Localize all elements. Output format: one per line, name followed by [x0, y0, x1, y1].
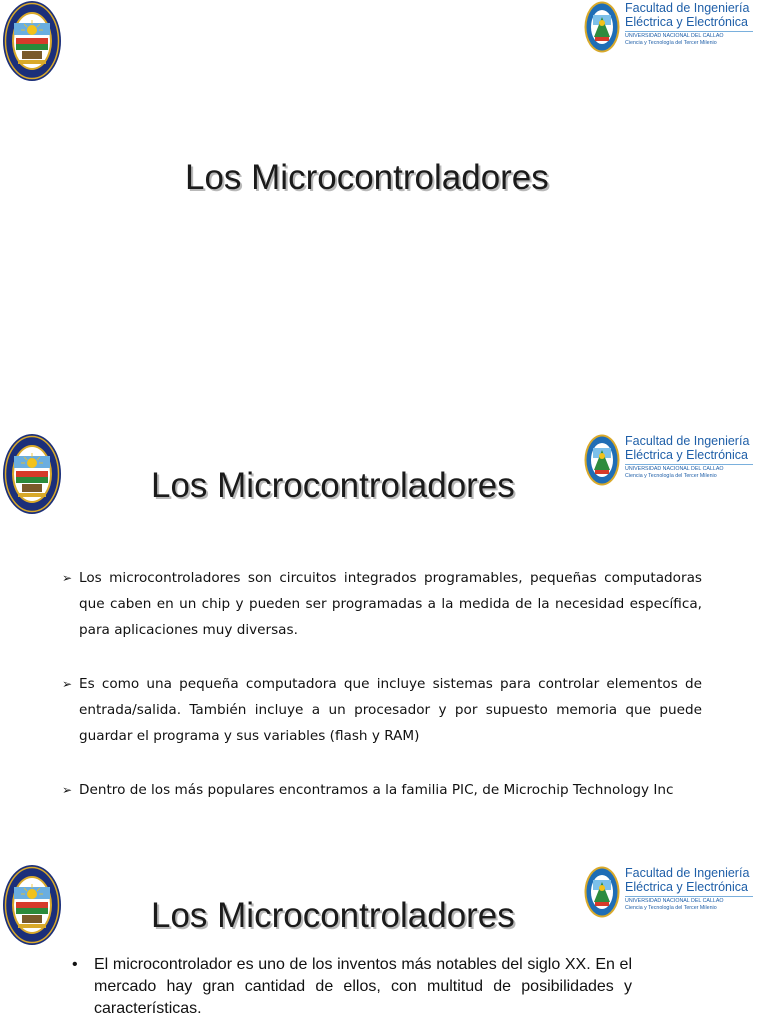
bullet-list [72, 954, 632, 1020]
arrow-bullet-icon: ➢ [62, 571, 73, 585]
slide-title: Los Microcontroladores [151, 466, 515, 505]
faculty-emblem-icon [584, 866, 620, 918]
faculty-logo [584, 434, 764, 488]
bullet-text: El microcontrolador es uno de los inventos más notables del siglo XX. En el mercado hay gran cantidad de ellos, con multitud de posibilidades y características. [94, 956, 632, 1017]
faculty-name-line1: Facultad de Ingeniería [625, 434, 750, 448]
list-item [62, 777, 702, 803]
arrow-bullet-icon: ➢ [62, 677, 73, 691]
slide-title: Los Microcontroladores [185, 158, 549, 197]
faculty-logo [584, 866, 764, 920]
bullet-list [62, 565, 702, 831]
arrow-bullet-icon: ➢ [62, 783, 73, 797]
list-item [72, 954, 632, 1020]
faculty-logo [584, 1, 764, 55]
university-name: UNIVERSIDAD NACIONAL DEL CALLAO [625, 898, 724, 904]
university-seal-icon [2, 0, 62, 82]
faculty-emblem-icon [584, 434, 620, 486]
university-seal-icon [2, 864, 62, 946]
list-item [62, 671, 702, 749]
university-seal-icon [2, 433, 62, 515]
faculty-logo-divider [625, 31, 753, 32]
faculty-name-line1: Facultad de Ingeniería [625, 866, 750, 880]
faculty-name-line2: Eléctrica y Electrónica [625, 880, 748, 894]
university-name: UNIVERSIDAD NACIONAL DEL CALLAO [625, 466, 724, 472]
slide-2 [0, 430, 768, 835]
bullet-text: Dentro de los más populares encontramos a la familia PIC, de Microchip Technology Inc [79, 782, 674, 798]
university-motto: Ciencia y Tecnología del Tercer Milenio [625, 473, 717, 479]
university-name: UNIVERSIDAD NACIONAL DEL CALLAO [625, 33, 724, 39]
faculty-logo-divider [625, 464, 753, 465]
faculty-name-line1: Facultad de Ingeniería [625, 1, 750, 15]
faculty-name-line2: Eléctrica y Electrónica [625, 448, 748, 462]
bullet-text: Los microcontroladores son circuitos integrados programables, pequeñas computadoras que caben en un chip y pueden ser programadas a la medida de la necesidad específica, para aplicaciones muy diversas. [79, 570, 702, 638]
university-motto: Ciencia y Tecnología del Tercer Milenio [625, 40, 717, 46]
slide-1 [0, 0, 768, 420]
faculty-emblem-icon [584, 1, 620, 53]
bullet-text: Es como una pequeña computadora que incluye sistemas para controlar elementos de entrada/salida. También incluye a un procesador y por supuesto memoria que puede guardar el programa y sus variables (flash y RAM) [79, 676, 702, 744]
faculty-logo-divider [625, 896, 753, 897]
list-item [62, 565, 702, 643]
slide-3 [0, 860, 768, 1024]
bullet-dot-icon: • [72, 956, 78, 973]
slide-title: Los Microcontroladores [151, 896, 515, 935]
faculty-name-line2: Eléctrica y Electrónica [625, 15, 748, 29]
university-motto: Ciencia y Tecnología del Tercer Milenio [625, 905, 717, 911]
